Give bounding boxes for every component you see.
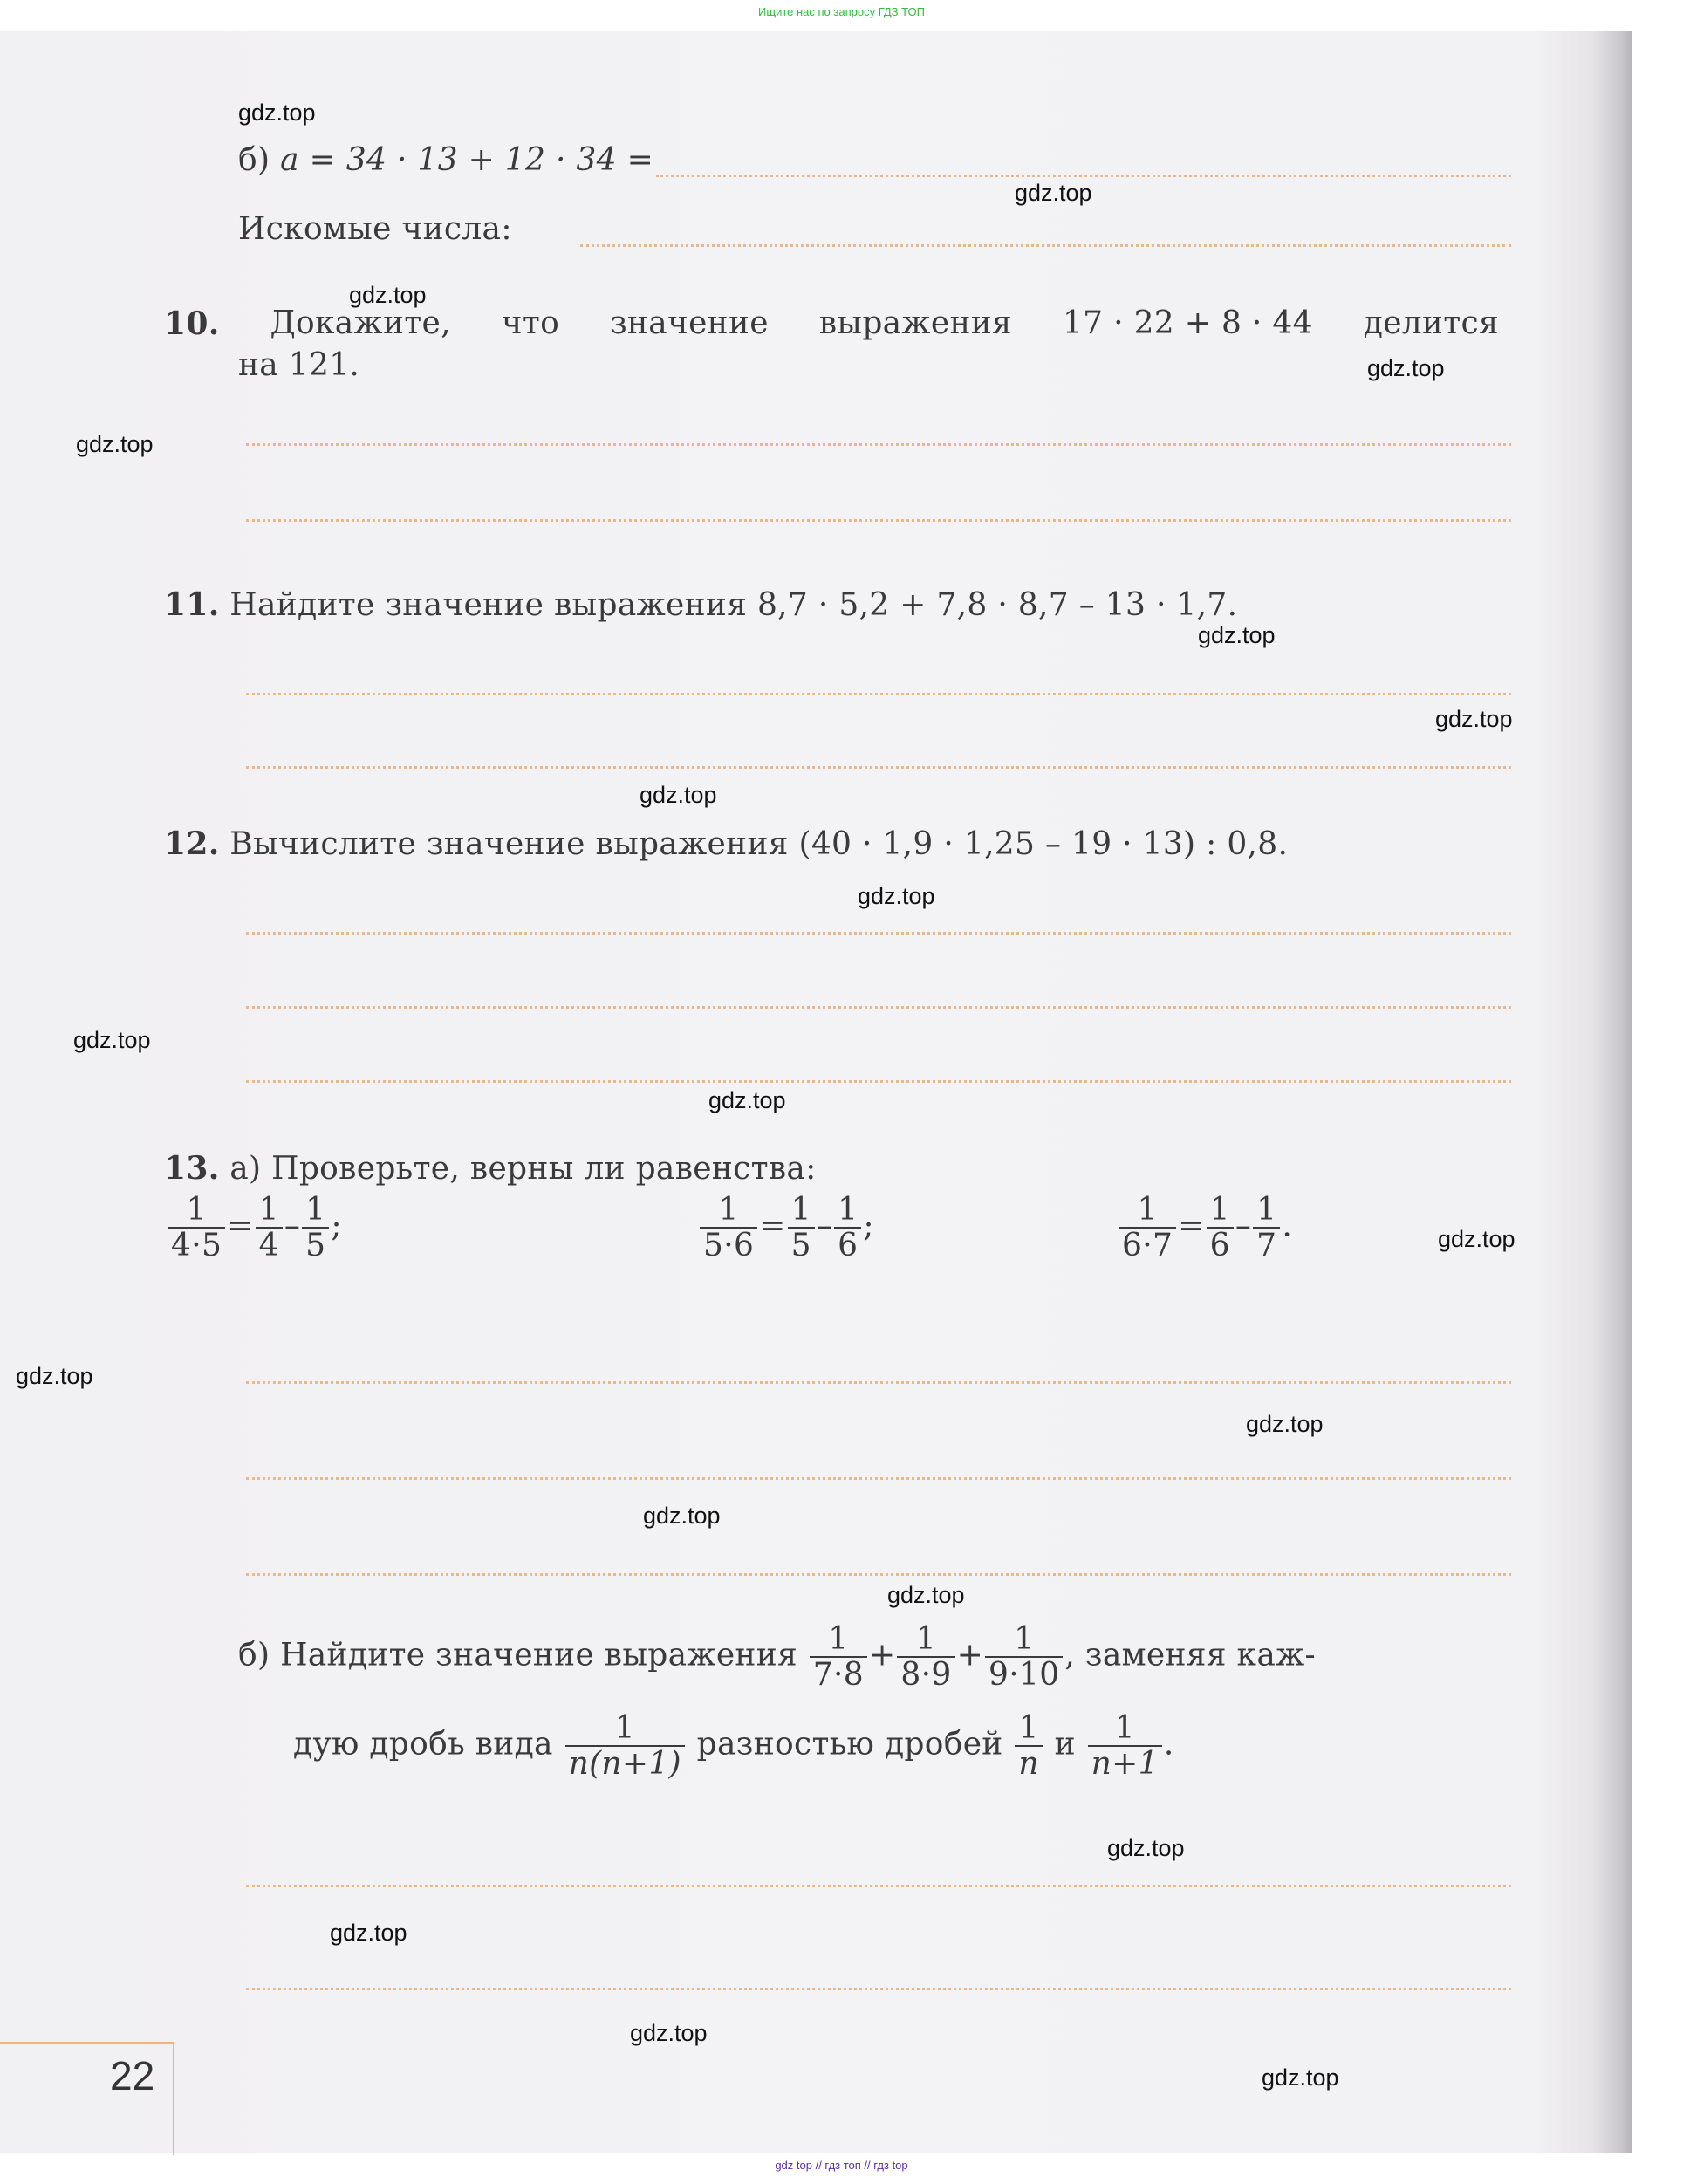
watermark: gdz.top: [1262, 2064, 1339, 2091]
watermark: gdz.top: [708, 1087, 786, 1113]
denominator: 5·6: [700, 1227, 757, 1263]
denominator: 9·10: [985, 1656, 1063, 1693]
equality-1: [166, 1194, 342, 1263]
numerator: 1: [1018, 1710, 1039, 1746]
watermark: gdz.top: [1198, 622, 1276, 648]
answer-line[interactable]: [246, 766, 1511, 769]
fraction: [1015, 1712, 1043, 1781]
answer-line[interactable]: [580, 244, 1511, 247]
fraction: [897, 1623, 954, 1692]
footer-watermark: gdz top // гдз топ // гдз top: [775, 2159, 908, 2172]
answer-line[interactable]: [246, 1006, 1511, 1009]
numerator: 1: [614, 1710, 635, 1746]
watermark: gdz.top: [1438, 1226, 1515, 1252]
watermark: gdz.top: [630, 2020, 708, 2046]
equals-sign: =: [1178, 1208, 1205, 1244]
problem-number: 12.: [164, 825, 220, 862]
watermark: gdz.top: [1015, 180, 1092, 206]
problem-text: Найдите значение выражения 8,7 · 5,2 + 7,8 · 8,7 – 13 · 1,7.: [229, 587, 1238, 623]
numerator: 1: [718, 1192, 739, 1228]
fraction: [700, 1194, 757, 1263]
problem-number: 13.: [164, 1150, 220, 1187]
fraction: [565, 1712, 685, 1781]
watermark: gdz.top: [1435, 706, 1513, 732]
problem-text: Вычислите значение выражения (40 · 1,9 · 1,25 – 19 · 13) : 0,8.: [229, 826, 1289, 862]
problem-text: и: [1054, 1726, 1076, 1763]
denominator: 5: [302, 1227, 329, 1263]
minus-sign: –: [1235, 1208, 1252, 1244]
numerator: 1: [305, 1192, 326, 1228]
answer-line[interactable]: [246, 932, 1511, 935]
numerator: 1: [258, 1192, 279, 1228]
numerator: 1: [1256, 1192, 1277, 1228]
expression: a = 34 · 13 + 12 · 34 =: [280, 142, 654, 178]
fraction: [810, 1623, 867, 1692]
denominator: 6·7: [1119, 1227, 1176, 1263]
fraction: [302, 1194, 329, 1263]
problem-number: 11.: [164, 586, 220, 623]
word: значение: [609, 305, 769, 341]
denominator: n(n+1): [565, 1745, 685, 1782]
answer-line[interactable]: [246, 1477, 1511, 1480]
part-label: б): [238, 142, 270, 178]
problem-text: Проверьте, верны ли равенства:: [271, 1151, 817, 1187]
denominator: 8·9: [897, 1656, 954, 1693]
fraction: [834, 1194, 861, 1263]
punctuation: .: [1282, 1208, 1293, 1244]
numerator: 1: [1014, 1621, 1035, 1657]
fraction: [1088, 1712, 1162, 1781]
problem-11: [164, 586, 1237, 623]
answer-line[interactable]: [656, 175, 1511, 177]
problem-text: Найдите значение выражения: [280, 1637, 798, 1674]
fraction: [1253, 1194, 1280, 1263]
fraction: [256, 1194, 283, 1263]
problem-text: дую дробь вида: [293, 1726, 553, 1763]
word: что: [501, 305, 560, 341]
page-number: 22: [110, 2053, 155, 2098]
answer-line[interactable]: [246, 693, 1511, 695]
problem-number: 10.: [164, 305, 220, 342]
word: Докажите,: [270, 305, 451, 341]
watermark: gdz.top: [1107, 1835, 1185, 1861]
answer-line[interactable]: [246, 1988, 1511, 1990]
fraction: [1207, 1194, 1234, 1263]
search-banner: Ищите нас по запросу ГДЗ ТОП: [758, 5, 925, 18]
watermark: gdz.top: [887, 1582, 965, 1608]
denominator: 7·8: [810, 1656, 867, 1693]
answer-line[interactable]: [246, 1381, 1511, 1384]
watermark: gdz.top: [73, 1027, 151, 1053]
problem-13a-heading: [164, 1150, 817, 1187]
denominator: 5: [788, 1227, 815, 1263]
watermark: gdz.top: [238, 99, 316, 126]
numerator: 1: [1137, 1192, 1158, 1228]
equality-2: [698, 1194, 874, 1263]
watermark: gdz.top: [858, 883, 935, 909]
denominator: 4: [256, 1227, 283, 1263]
problem-13b-line-1: [238, 1623, 1316, 1692]
punctuation: ;: [331, 1208, 342, 1244]
denominator: 6: [834, 1227, 861, 1263]
problem-10-line-2: на 121.: [238, 347, 360, 383]
word: делится: [1363, 305, 1499, 341]
answer-label: Искомые числа:: [238, 211, 512, 247]
denominator: n: [1015, 1745, 1043, 1782]
problem-10-line-1: [164, 305, 1499, 342]
numerator: 1: [1114, 1710, 1135, 1746]
answer-line[interactable]: [246, 519, 1511, 522]
word: выражения: [818, 305, 1013, 341]
fraction: [168, 1194, 225, 1263]
answer-line[interactable]: [246, 1885, 1511, 1887]
answer-line[interactable]: [246, 1080, 1511, 1083]
punctuation: ;: [863, 1208, 874, 1244]
fraction: [985, 1623, 1063, 1692]
plus-sign: +: [868, 1637, 896, 1674]
numerator: 1: [1209, 1192, 1230, 1228]
punctuation: .: [1163, 1726, 1174, 1763]
minus-sign: –: [284, 1208, 301, 1244]
watermark: gdz.top: [1367, 355, 1445, 381]
watermark: gdz.top: [76, 431, 154, 457]
numerator: 1: [186, 1192, 207, 1228]
problem-text: разностью дробей: [696, 1726, 1003, 1763]
denominator: n+1: [1088, 1745, 1162, 1782]
watermark: gdz.top: [640, 782, 717, 808]
numerator: 1: [790, 1192, 811, 1228]
plus-sign: +: [956, 1637, 984, 1674]
numerator: 1: [915, 1621, 937, 1657]
fraction: [1119, 1194, 1176, 1263]
watermark: gdz.top: [1246, 1411, 1324, 1437]
equality-3: [1117, 1194, 1292, 1263]
answer-line[interactable]: [246, 443, 1511, 446]
part-label: а): [229, 1151, 262, 1187]
equals-sign: =: [227, 1208, 254, 1244]
watermark: gdz.top: [16, 1363, 93, 1389]
problem-13b-line-2: [293, 1712, 1174, 1781]
expression: 17 · 22 + 8 · 44: [1062, 305, 1313, 341]
fraction: [788, 1194, 815, 1263]
denominator: 4·5: [168, 1227, 225, 1263]
watermark: gdz.top: [330, 1920, 407, 1946]
equals-sign: =: [759, 1208, 786, 1244]
watermark: gdz.top: [643, 1503, 721, 1529]
denominator: 7: [1253, 1227, 1280, 1263]
answer-line[interactable]: [246, 1573, 1511, 1576]
watermark: gdz.top: [349, 282, 427, 308]
problem-text: , заменяя каж-: [1064, 1637, 1317, 1674]
part-label: б): [238, 1637, 270, 1674]
problem-12: [164, 825, 1288, 862]
numerator: 1: [838, 1192, 859, 1228]
denominator: 6: [1207, 1227, 1234, 1263]
problem-9b-expression: [238, 142, 653, 178]
numerator: 1: [828, 1621, 849, 1657]
minus-sign: –: [816, 1208, 833, 1244]
